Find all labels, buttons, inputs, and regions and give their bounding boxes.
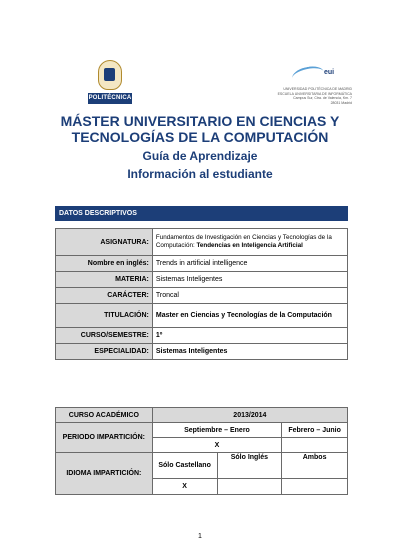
language-english-mark <box>217 479 282 495</box>
swoosh-icon <box>291 64 326 86</box>
subtitle-info: Información al estudiante <box>127 167 273 181</box>
language-option-english: Sólo Inglés <box>217 453 282 479</box>
semester-2-mark <box>282 438 348 453</box>
nombre-ingles-value: Trends in artificial intelligence <box>152 256 347 272</box>
table-row <box>56 344 348 360</box>
semester-2-header: Febrero – Junio <box>282 423 348 438</box>
asignatura-label: ASIGNATURA: <box>56 229 153 256</box>
table-row <box>56 256 348 272</box>
title-block <box>0 113 400 182</box>
asignatura-value: Fundamentos de Investigación en Ciencias y Tecnologías de la Computación: Tendencias en Inteligencia Artificial <box>152 229 347 256</box>
curso-semestre-value: 1º <box>152 328 347 344</box>
page-number: 1 <box>198 533 202 540</box>
subtitle-guide: Guía de Aprendizaje <box>142 149 258 163</box>
idioma-label: IDIOMA IMPARTICIÓN: <box>56 453 153 495</box>
crest-icon <box>98 60 122 90</box>
eui-logo-mark: eui <box>324 69 335 76</box>
upm-logo-label: POLITÉCNICA <box>88 93 132 104</box>
especialidad-value: Sistemas Inteligentes <box>152 344 347 360</box>
table-row <box>56 408 348 423</box>
caracter-label: CARÁCTER: <box>56 288 153 304</box>
language-option-both: Ambos <box>282 453 348 479</box>
curso-academico-value: 2013/2014 <box>152 408 347 423</box>
titulacion-value: Master en Ciencias y Tecnologías de la Computación <box>152 304 347 328</box>
semester-1-mark: X <box>152 438 282 453</box>
titulacion-label: TITULACIÓN: <box>56 304 153 328</box>
materia-value: Sistemas Inteligentes <box>152 272 347 288</box>
language-both-mark <box>282 479 348 495</box>
table-row <box>56 304 348 328</box>
eui-logo <box>262 63 352 107</box>
header <box>0 55 400 110</box>
curso-semestre-label: CURSO/SEMESTRE: <box>56 328 153 344</box>
upm-logo <box>88 60 132 108</box>
especialidad-label: ESPECIALIDAD: <box>56 344 153 360</box>
page-title-line-1: MÁSTER UNIVERSITARIO EN CIENCIAS Y <box>60 113 340 129</box>
page-title-line-2: TECNOLOGÍAS DE LA COMPUTACIÓN <box>71 129 329 145</box>
eui-address: UNIVERSIDAD POLITÉCNICA DE MADRID ESCUELA UNIVERSITARIA DE INFORMÁTICA Campus Sur, Ctra. de Valencia, Km. 7 28031 Madrid <box>277 87 352 105</box>
academic-course-table <box>55 407 348 495</box>
nombre-ingles-label: Nombre en inglés: <box>56 256 153 272</box>
table-row <box>56 423 348 438</box>
curso-academico-label: CURSO ACADÉMICO <box>56 408 153 423</box>
semester-1-header: Septiembre – Enero <box>152 423 282 438</box>
table-row <box>56 288 348 304</box>
caracter-value: Troncal <box>152 288 347 304</box>
language-option-spanish: Sólo Castellano <box>152 453 217 479</box>
section-header: DATOS DESCRIPTIVOS <box>55 206 348 221</box>
table-row <box>56 328 348 344</box>
descriptive-table <box>55 228 348 360</box>
language-spanish-mark: X <box>152 479 217 495</box>
table-row <box>56 229 348 256</box>
table-row <box>56 272 348 288</box>
materia-label: MATERIA: <box>56 272 153 288</box>
table-row <box>56 453 348 479</box>
periodo-label: PERIODO IMPARTICIÓN: <box>56 423 153 453</box>
